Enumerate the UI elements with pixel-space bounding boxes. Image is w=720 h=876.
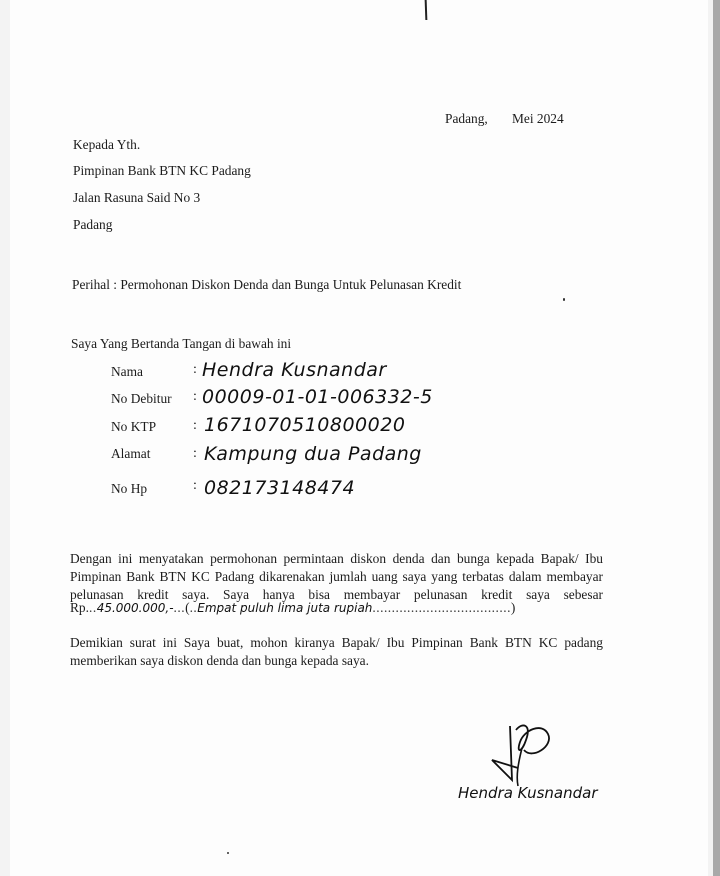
amount-prefix: Rp. <box>70 600 89 615</box>
amount-close-paren: ) <box>510 600 516 615</box>
signature-name <box>458 784 598 802</box>
body-line: pelunasan kredit saya. Saya hanya bisa membayar pelunasan kredit saya sebesar <box>70 587 603 602</box>
field-colon: : <box>193 418 197 433</box>
letter-date: Mei 2024 <box>512 111 564 126</box>
field-value-no-hp: 082173148474 <box>204 477 356 499</box>
field-colon: : <box>193 389 197 404</box>
recipient-name: Pimpinan Bank BTN KC Padang <box>73 163 251 178</box>
intro-text: Saya Yang Bertanda Tangan di bawah ini <box>71 336 292 351</box>
body-line: Pimpinan Bank BTN KC Padang dikarenakan jumlah uang saya yang terbatas dalam membayar <box>70 569 603 584</box>
ink-speck <box>227 852 229 854</box>
recipient-address: Jalan Rasuna Said No 3 <box>73 190 201 205</box>
recipient-city: Padang <box>73 217 113 232</box>
field-value-nama: Hendra Kusnandar <box>202 359 387 381</box>
ink-speck <box>563 298 565 301</box>
amount-open-paren: ( <box>185 600 190 615</box>
field-value-no-ktp: 1671070510800020 <box>204 414 406 436</box>
recipient-salutation: Kepada Yth. <box>73 137 141 152</box>
document-page <box>10 0 708 876</box>
field-label-alamat: Alamat <box>111 446 151 461</box>
field-value-no-debitur: 00009-01-01-006332-5 <box>202 386 433 408</box>
letter-subject: Perihal : Permohonan Diskon Denda dan Bunga Untuk Pelunasan Kredit <box>72 277 462 292</box>
closing-paragraph: Demikian surat ini Saya buat, mohon kiranya Bapak/ Ibu Pimpinan Bank BTN KC padang memberikan saya diskon denda dan bunga kepada saya. <box>70 635 603 668</box>
field-label-no-ktp: No KTP <box>111 419 157 434</box>
body-paragraph <box>70 550 603 604</box>
amount-line: Rp...45.000.000,-...(..Empat puluh lima juta rupiah....................................) <box>70 600 516 615</box>
field-label-nama: Nama <box>111 364 143 379</box>
letter-place: Padang, <box>445 111 488 126</box>
amount-value: 45.000.000,- <box>96 601 174 615</box>
field-colon: : <box>193 362 197 377</box>
signature-name-text: Hendra Kusnandar <box>458 784 598 802</box>
field-label-no-debitur: No Debitur <box>111 391 172 406</box>
field-label-no-hp: No Hp <box>111 481 148 496</box>
field-colon: : <box>193 478 197 493</box>
signature-mark <box>488 720 568 790</box>
body-line: Dengan ini menyatakan permohonan permintaan diskon denda dan bunga kepada Bapak/ Ibu <box>70 551 603 566</box>
field-colon: : <box>193 446 197 461</box>
page-edge-shadow <box>713 0 720 876</box>
field-value-alamat: Kampung dua Padang <box>204 443 422 465</box>
amount-words: Empat puluh lima juta rupiah <box>197 601 373 615</box>
